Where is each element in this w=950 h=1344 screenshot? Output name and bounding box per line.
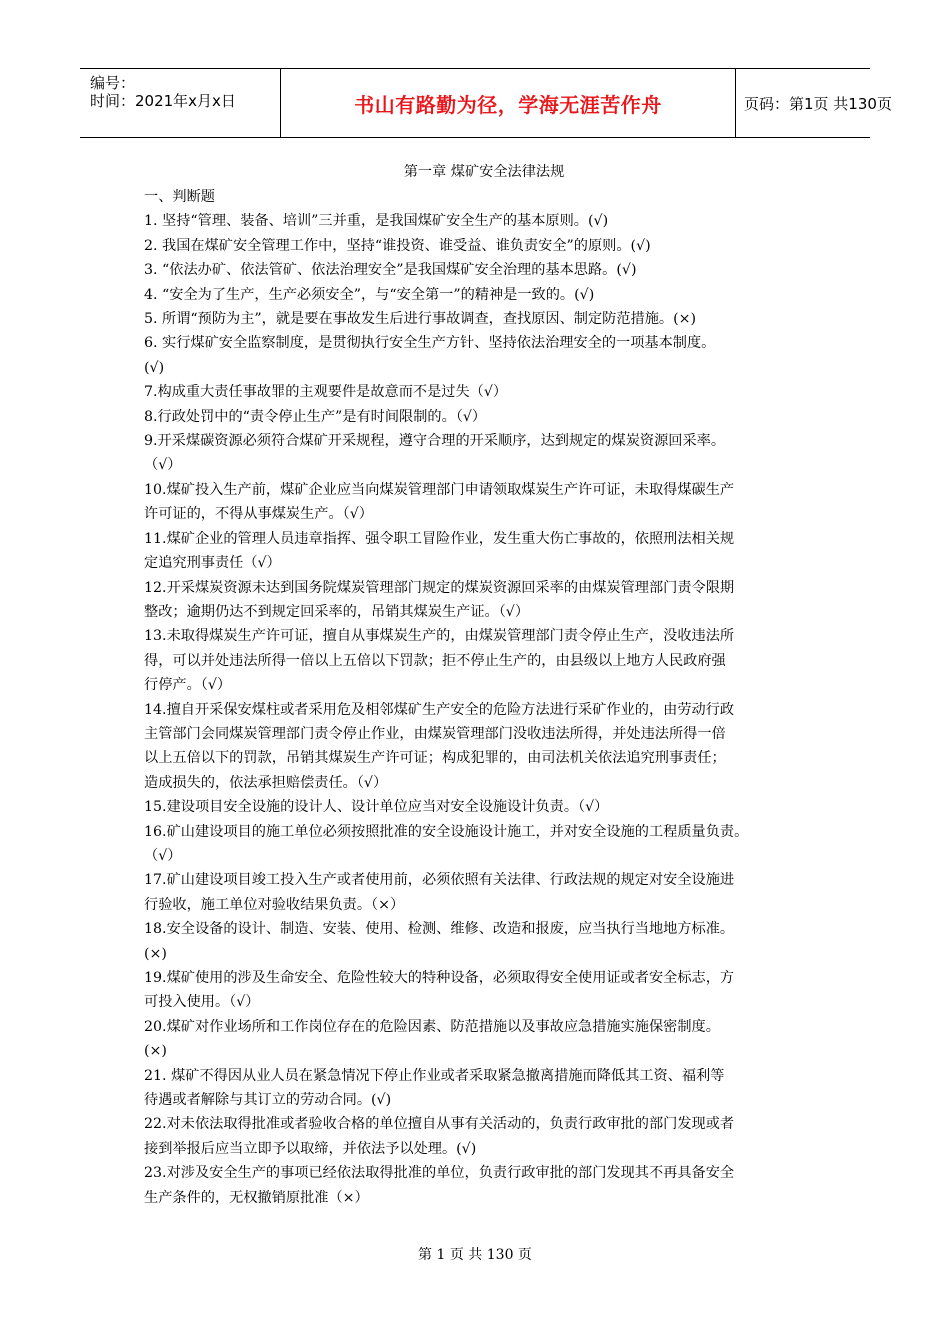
- question-line: 行停产。（√）: [144, 677, 232, 694]
- question-line: 3. “依法办矿、依法管矿、依法治理安全”是我国煤矿安全治理的基本思路。(√): [144, 262, 637, 279]
- question-line: 12.开采煤炭资源未达到国务院煤炭管理部门规定的煤炭资源回采率的由煤炭管理部门责令限期: [144, 579, 735, 596]
- question-line: （√）: [144, 847, 182, 864]
- document-body: [144, 160, 824, 1210]
- page-header: [80, 68, 892, 138]
- question-line: 14.擅自开采保安煤柱或者采用危及相邻煤矿生产安全的危险方法进行采矿作业的，由劳动行政: [144, 701, 735, 718]
- question-line: 8.行政处罚中的“责令停止生产”是有时间限制的。（√）: [144, 408, 487, 425]
- question-line: 4. “安全为了生产，生产必须安全”，与“安全第一”的精神是一致的。(√): [144, 286, 595, 303]
- question-line: 20.煤矿对作业场所和工作岗位存在的危险因素、防范措施以及事故应急措施实施保密制度。: [144, 1018, 720, 1035]
- question-line: 主管部门会同煤炭管理部门责令停止作业，由煤炭管理部门没收违法所得，并处违法所得一倍: [144, 725, 726, 742]
- question-line: 16.矿山建设项目的施工单位必须按照批准的安全设施设计施工，并对安全设施的工程质量负责。: [144, 823, 749, 840]
- question-line: 1. 坚持“管理、装备、培训”三并重，是我国煤矿安全生产的基本原则。(√): [144, 213, 609, 230]
- question-line: 接到举报后应当立即予以取缔，并依法予以处理。(√): [144, 1140, 477, 1157]
- question-line: 造成损失的，依法承担赔偿责任。（√）: [144, 774, 388, 791]
- header-motto-cell: [280, 69, 736, 137]
- question-line: 10.煤矿投入生产前，煤矿企业应当向煤炭管理部门申请领取煤炭生产许可证，未取得煤碳生产: [144, 481, 735, 498]
- question-line: 15.建设项目安全设施的设计人、设计单位应当对安全设施设计负责。（√）: [144, 799, 609, 816]
- question-line: 11.煤矿企业的管理人员违章指挥、强令职工冒险作业，发生重大伤亡事故的，依照刑法相关规: [144, 530, 735, 547]
- question-line: 得，可以并处违法所得一倍以上五倍以下罚款；拒不停止生产的，由县级以上地方人民政府强: [144, 652, 726, 669]
- question-line: 18.安全设备的设计、制造、安装、使用、检测、维修、改造和报废，应当执行当地地方标准。: [144, 921, 735, 938]
- question-line: 19.煤矿使用的涉及生命安全、危险性较大的特种设备，必须取得安全使用证或者安全标志，方: [144, 970, 735, 986]
- page-number-label: 页码：第1页 共130页: [744, 94, 892, 113]
- question-line: 13.未取得煤炭生产许可证，擅自从事煤炭生产的，由煤炭管理部门责令停止生产，没收违法所: [144, 628, 735, 645]
- chapter-title: 第一章 煤矿安全法律法规: [403, 164, 565, 180]
- question-line: 21. 煤矿不得因从业人员在紧急情况下停止作业或者采取紧急撤离措施而降低其工资、福利等: [144, 1067, 725, 1084]
- question-line: 5. 所谓“预防为主”，就是要在事故发生后进行事故调查，查找原因、制定防范措施。(×): [144, 311, 697, 328]
- page-footer: 第 1 页 共 130 页: [418, 1247, 532, 1263]
- question-line: 2. 我国在煤矿安全管理工作中，坚持“谁投资、谁受益、谁负责安全”的原则。(√): [144, 237, 651, 254]
- question-line: 可投入使用。（√）: [144, 994, 260, 1011]
- question-line: 整改；逾期仍达不到规定回采率的，吊销其煤炭生产证。（√）: [144, 603, 530, 620]
- question-line: (√): [144, 359, 165, 376]
- motto-text: 书山有路勤为径，学海无涯苦作舟: [354, 92, 662, 117]
- question-line: (×): [144, 945, 167, 962]
- header-page-cell: [736, 69, 892, 137]
- question-line: 23.对涉及安全生产的事项已经依法取得批准的单位，负责行政审批的部门发现其不再具备安全: [144, 1165, 735, 1182]
- date-label: 时间：2021年x月x日: [90, 92, 236, 110]
- question-line: 7.构成重大责任事故罪的主观要件是故意而不是过失（√）: [144, 384, 508, 401]
- question-line: 行验收，施工单位对验收结果负责。（×）: [144, 896, 405, 913]
- section-title: 一、判断题: [144, 189, 215, 205]
- question-line: 定追究刑事责任（√）: [144, 555, 281, 572]
- question-line: 以上五倍以下的罚款，吊销其煤炭生产许可证；构成犯罪的，由司法机关依法追究刑事责任；: [144, 750, 726, 767]
- document-number-label: 编号：: [90, 74, 136, 92]
- question-line: 22.对未依法取得批准或者验收合格的单位擅自从事有关活动的，负责行政审批的部门发现或者: [144, 1116, 735, 1133]
- question-line: 待遇或者解除与其订立的劳动合同。(√): [144, 1092, 392, 1109]
- question-line: （√）: [144, 457, 182, 474]
- question-line: 生产条件的，无权撤销原批准（×）: [144, 1189, 369, 1206]
- question-line: 6. 实行煤矿安全监察制度，是贯彻执行安全生产方针、坚持依法治理安全的一项基本制度。: [144, 335, 716, 352]
- question-line: (×): [144, 1043, 167, 1060]
- question-line: 许可证的，不得从事煤炭生产。（√）: [144, 506, 373, 523]
- question-line: 17.矿山建设项目竣工投入生产或者使用前，必须依照有关法律、行政法规的规定对安全设施进: [144, 872, 735, 889]
- question-list: [144, 209, 824, 1210]
- question-line: 9.开采煤碳资源必须符合煤矿开采规程，遵守合理的开采顺序，达到规定的煤炭资源回采率。: [144, 433, 726, 450]
- header-info: [80, 69, 280, 137]
